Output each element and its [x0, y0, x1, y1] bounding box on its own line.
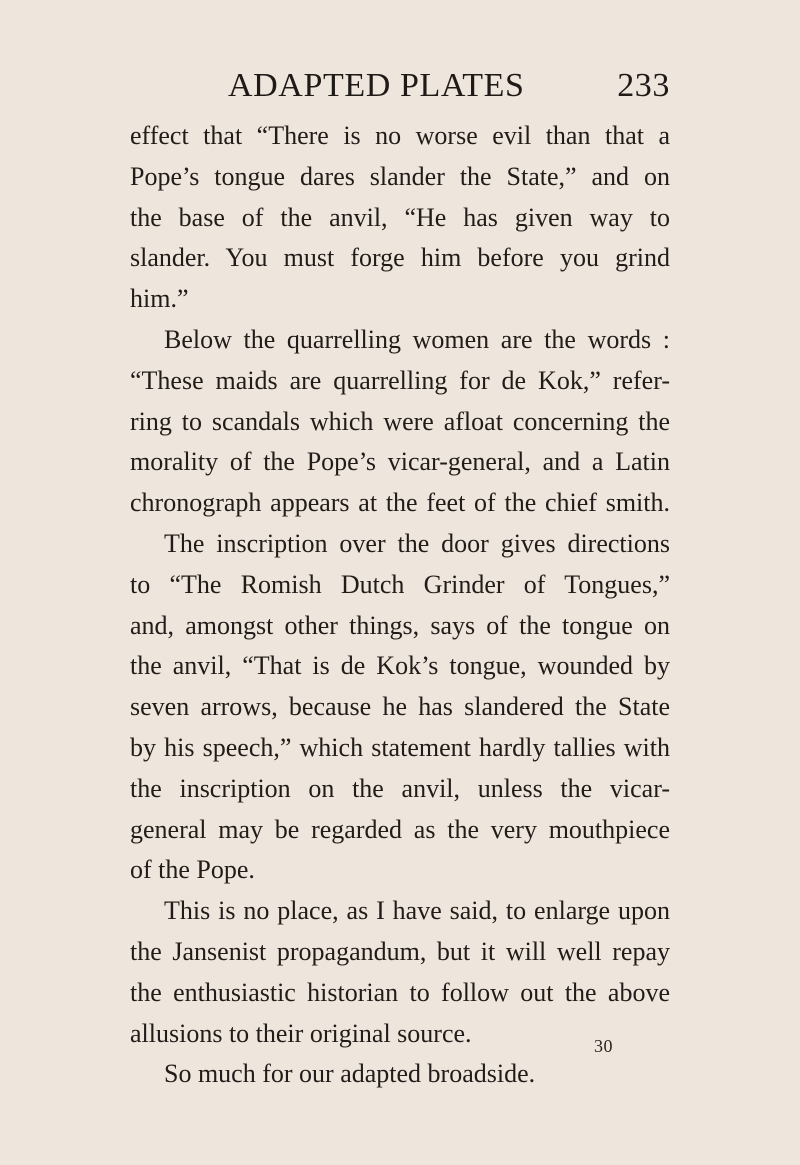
text-line: The inscription over the door gives directions [164, 528, 670, 558]
text-line: slander. You must forge him before you grind [130, 243, 670, 273]
text-line: and, amongst other things, says of the tongue on [130, 610, 670, 640]
running-head: ADAPTED PLATES [228, 67, 525, 104]
text-line: general may be regarded as the very mouthpiece [130, 814, 670, 844]
text-line: of the Pope. [130, 855, 255, 885]
text-line: ring to scandals which were afloat concerning the [130, 406, 670, 436]
text-line: the anvil, “That is de Kok’s tongue, wounded by [130, 651, 670, 681]
text-line: seven arrows, because he has slandered the State [130, 692, 670, 722]
page-header [130, 66, 670, 110]
text-line: allusions to their original source. [130, 1018, 472, 1048]
text-line: morality of the Pope’s vicar-general, and a Latin [130, 447, 670, 477]
text-line: This is no place, as I have said, to enlarge upon [164, 896, 670, 926]
body-text [130, 116, 670, 1095]
text-line: him.” [130, 284, 189, 314]
text-line: Pope’s tongue dares slander the State,” and on [130, 161, 670, 191]
text-line: So much for our adapted broadside. [164, 1059, 536, 1089]
text-line: Below the quarrelling women are the words : [164, 324, 670, 354]
text-line: to “The Romish Dutch Grinder of Tongues,” [130, 569, 670, 599]
text-line: the inscription on the anvil, unless the vicar- [130, 773, 670, 803]
signature-mark: 30 [594, 1036, 613, 1056]
text-line: “These maids are quarrelling for de Kok,” refer- [130, 365, 670, 395]
page-number: 233 [617, 67, 670, 104]
text-line: effect that “There is no worse evil than that a [130, 121, 670, 150]
text-line: chronograph appears at the feet of the chief smith. [130, 488, 670, 518]
text-line: the enthusiastic historian to follow out the above [130, 977, 670, 1007]
text-line: by his speech,” which statement hardly tallies with [130, 732, 670, 762]
text-line: the base of the anvil, “He has given way to [130, 202, 670, 232]
text-line: the Jansenist propagandum, but it will well repay [130, 936, 670, 966]
